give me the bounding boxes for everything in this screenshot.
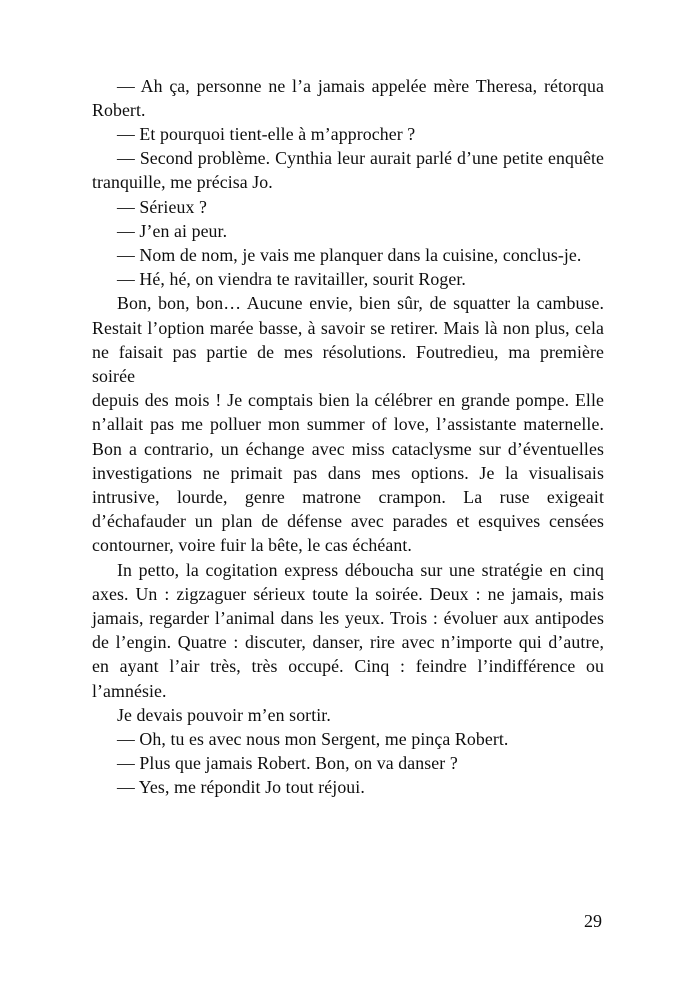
text-line: investigations ne primait pas dans mes options. Je la visualisais	[92, 462, 604, 483]
text-line: jamais, regarder l’animal dans les yeux. Trois : évoluer aux antipodes	[92, 607, 604, 628]
paragraph	[92, 291, 604, 557]
text-line: — Ah ça, personne ne l’a jamais appelée mère Theresa, rétorqua	[117, 75, 604, 96]
text-line: Robert.	[92, 99, 146, 120]
text-line: — Oh, tu es avec nous mon Sergent, me pinça Robert.	[117, 728, 509, 749]
paragraph	[92, 146, 604, 194]
text-line: intrusive, lourde, genre matrone crampon. La ruse exigeait	[92, 486, 604, 507]
text-line: axes. Un : zigzaguer sérieux toute la soirée. Deux : ne jamais, mais	[92, 583, 604, 604]
text-line: — Hé, hé, on viendra te ravitailler, sourit Roger.	[117, 269, 466, 290]
paragraph	[92, 122, 604, 146]
text-line: Restait l’option marée basse, à savoir se retirer. Mais là non plus, cela	[92, 317, 604, 338]
text-line: l’amnésie.	[92, 680, 167, 701]
text-line: contourner, voire fuir la bête, le cas échéant.	[92, 535, 412, 556]
text-line: — Second problème. Cynthia leur aurait parlé d’une petite enquête	[117, 148, 604, 169]
text-line: n’allait pas me polluer mon summer of love, l’assistante maternelle.	[92, 414, 604, 435]
paragraph	[92, 775, 604, 799]
text-line: — Yes, me répondit Jo tout réjoui.	[117, 777, 365, 798]
paragraph	[92, 751, 604, 775]
text-line: — Nom de nom, je vais me planquer dans la cuisine, conclus-je.	[117, 244, 582, 265]
text-line: ne faisait pas partie de mes résolutions. Foutredieu, ma première soirée	[92, 341, 604, 386]
paragraph	[92, 727, 604, 751]
text-line: Bon, bon, bon… Aucune envie, bien sûr, de squatter la cambuse.	[117, 293, 604, 314]
text-line: — Et pourquoi tient-elle à m’approcher ?	[117, 123, 416, 144]
text-line: Bon a contrario, un échange avec miss cataclysme sur d’éventuelles	[92, 438, 604, 459]
page-text	[92, 74, 604, 800]
text-line: — Plus que jamais Robert. Bon, on va danser ?	[117, 753, 458, 774]
text-line: — Sérieux ?	[117, 196, 207, 217]
text-line: In petto, la cogitation express déboucha sur une stratégie en cinq	[117, 559, 604, 580]
text-line: — J’en ai peur.	[117, 220, 228, 241]
paragraph	[92, 219, 604, 243]
text-line: de l’engin. Quatre : discuter, danser, rire avec n’importe qui d’autre,	[92, 632, 604, 653]
text-line: d’échafauder un plan de défense avec parades et esquives censées	[92, 511, 604, 532]
page-number: 29	[584, 911, 602, 931]
paragraph	[92, 267, 604, 291]
paragraph	[92, 558, 604, 703]
text-line: depuis des mois ! Je comptais bien la célébrer en grande pompe. Elle	[92, 390, 604, 411]
text-line: tranquille, me précisa Jo.	[92, 172, 273, 193]
paragraph	[92, 195, 604, 219]
text-line: en ayant l’air très, très occupé. Cinq : feindre l’indifférence ou	[92, 656, 604, 677]
paragraph	[92, 74, 604, 122]
paragraph	[92, 243, 604, 267]
paragraph	[92, 703, 604, 727]
text-line: Je devais pouvoir m’en sortir.	[117, 704, 331, 725]
